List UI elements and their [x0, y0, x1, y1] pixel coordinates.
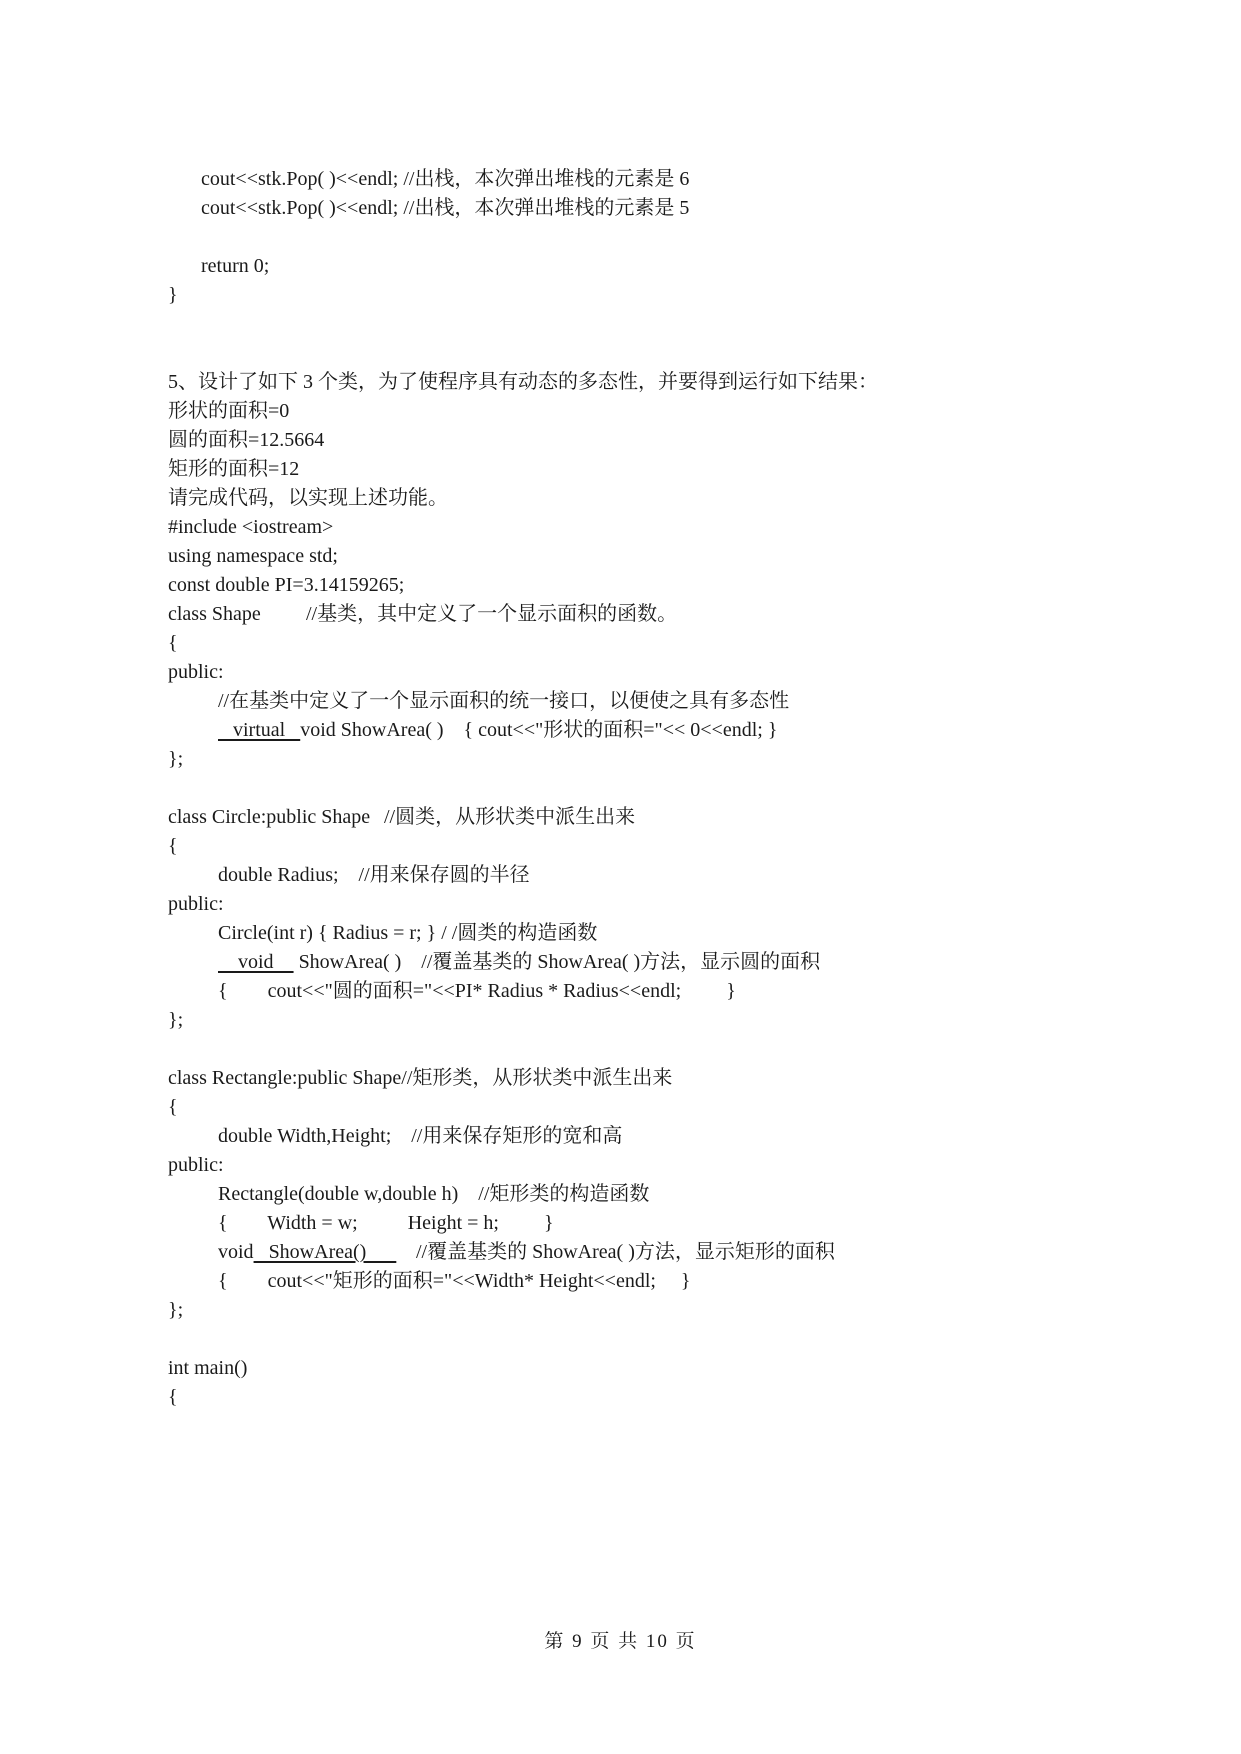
expected-output-1: 形状的面积=0 [168, 400, 290, 422]
code-rect-ctor-body: { Width = w; Height = h; } [218, 1212, 554, 1234]
code-rect-public: public: [168, 1154, 224, 1176]
code-rect-close: }; [168, 1299, 184, 1321]
code-rect-open: { [168, 1096, 178, 1118]
question-5-heading: 5、设计了如下 3 个类，为了使程序具有动态的多态性，并要得到运行如下结果： [168, 371, 878, 393]
code-rect-ctor: Rectangle(double w,double h) //矩形类的构造函数 [218, 1183, 650, 1205]
code-circle-open: { [168, 835, 178, 857]
code-circle-ctor: Circle(int r) { Radius = r; } / /圆类的构造函数 [218, 922, 598, 944]
answer-blank-virtual: virtual [218, 719, 301, 741]
code-rect-method-line [218, 1239, 396, 1265]
code-main-decl: int main() [168, 1357, 248, 1379]
code-rect-method-comment: //覆盖基类的 ShowArea( )方法，显示矩形的面积 [416, 1241, 835, 1263]
code-shape-public: public: [168, 661, 224, 683]
code-rect-body: { cout<<"矩形的面积="<<Width* Height<<endl; } [218, 1270, 691, 1292]
code-shape-decl: class Shape [168, 603, 261, 625]
code-circle-method-line [218, 949, 820, 975]
answer-blank-showarea: ShowArea() [253, 1241, 397, 1263]
code-circle-body: { cout<<"圆的面积="<<PI* Radius * Radius<<endl; } [218, 980, 736, 1002]
code-circle-decl: class Circle:public Shape [168, 806, 371, 828]
expected-output-3: 矩形的面积=12 [168, 458, 300, 480]
code-circle-close: }; [168, 1009, 184, 1031]
code-main-open: { [168, 1386, 178, 1408]
code-line-pop5: cout<<stk.Pop( )<<endl; //出栈，本次弹出堆栈的元素是 5 [201, 197, 690, 219]
code-rect-decl: class Rectangle:public Shape//矩形类，从形状类中派生出来 [168, 1067, 673, 1089]
code-rect-field: double Width,Height; //用来保存矩形的宽和高 [218, 1125, 623, 1147]
code-rect-void: void [218, 1241, 254, 1263]
code-include: #include <iostream> [168, 516, 334, 538]
code-shape-close: }; [168, 748, 184, 770]
code-circle-public: public: [168, 893, 224, 915]
code-circle-comment: //圆类，从形状类中派生出来 [384, 806, 636, 828]
code-circle-field: double Radius; //用来保存圆的半径 [218, 864, 530, 886]
code-circle-method: ShowArea( ) //覆盖基类的 ShowArea( )方法，显示圆的面积 [293, 951, 821, 973]
code-shape-method-line [218, 717, 777, 743]
code-using: using namespace std; [168, 545, 338, 567]
answer-blank-void: void [218, 951, 294, 973]
instruction: 请完成代码，以实现上述功能。 [168, 487, 448, 509]
page-footer: 第 9 页 共 10 页 [544, 1631, 697, 1652]
code-shape-open: { [168, 632, 178, 654]
code-shape-method: void ShowArea( ) { cout<<"形状的面积="<< 0<<endl; } [300, 719, 778, 741]
code-shape-comment: //基类，其中定义了一个显示面积的函数。 [306, 603, 678, 625]
expected-output-2: 圆的面积=12.5664 [168, 429, 325, 451]
code-line-pop6: cout<<stk.Pop( )<<endl; //出栈，本次弹出堆栈的元素是 6 [201, 168, 690, 190]
code-line-return: return 0; [201, 255, 270, 277]
code-line-close-brace: } [168, 284, 178, 306]
code-pi-const: const double PI=3.14159265; [168, 574, 405, 596]
code-shape-iface-comment: //在基类中定义了一个显示面积的统一接口，以便使之具有多态性 [218, 690, 790, 712]
